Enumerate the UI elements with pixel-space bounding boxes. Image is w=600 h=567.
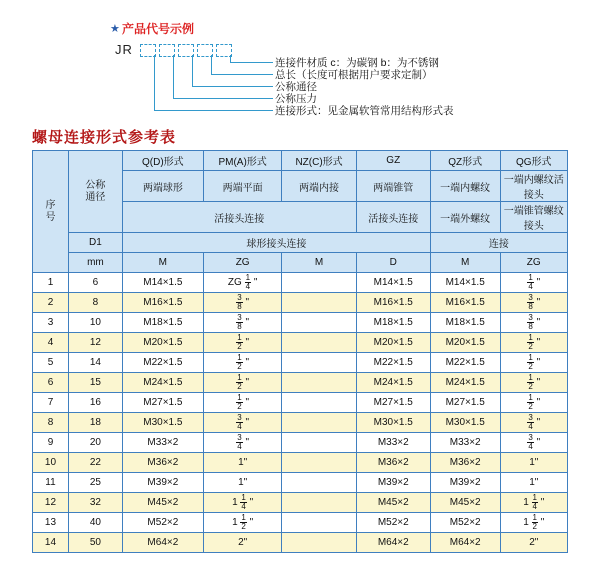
cell-m-qg: $\frac{3}{4}$ "	[500, 413, 568, 433]
header-cell-union-connection-2: 活接头连接	[356, 202, 430, 233]
cell-index: 3	[33, 313, 69, 333]
table-row	[33, 333, 568, 353]
cell-dn: 8	[68, 293, 122, 313]
cell-m-qg: $\frac{1}{2}$ "	[500, 353, 568, 373]
cell-nzc-empty	[282, 313, 356, 333]
cell-m-qg: $\frac{3}{4}$ "	[500, 433, 568, 453]
header-dn-label: 公称 通径	[85, 180, 106, 203]
cell-m-qg: $\frac{1}{4}$ "	[500, 273, 568, 293]
cell-d-qz: M52×2	[430, 513, 500, 533]
cell-dn: 15	[68, 373, 122, 393]
table-row	[33, 493, 568, 513]
cell-dn: 50	[68, 533, 122, 553]
cell-m-qz: M27×1.5	[356, 393, 430, 413]
header-cell-qz: QZ形式	[430, 151, 500, 171]
cell-d-qz: M18×1.5	[430, 313, 500, 333]
cell-dn: 10	[68, 313, 122, 333]
cell-zg-gz: $\frac{1}{2}$ "	[203, 393, 282, 413]
cell-index: 13	[33, 513, 69, 533]
table-row	[33, 413, 568, 433]
cell-m-qd: M45×2	[122, 493, 203, 513]
cell-dn: 12	[68, 333, 122, 353]
cell-zg-gz: $\frac{3}{8}$ "	[203, 293, 282, 313]
cell-m-qz: M14×1.5	[356, 273, 430, 293]
cell-d-qz: M20×1.5	[430, 333, 500, 353]
cell-index: 9	[33, 433, 69, 453]
cell-d-qz: M36×2	[430, 453, 500, 473]
cell-index: 12	[33, 493, 69, 513]
cell-m-qg: 1 $\frac{1}{2}$ "	[500, 513, 568, 533]
cell-m-qz: M52×2	[356, 513, 430, 533]
product-code-legend	[0, 0, 600, 115]
cell-index: 11	[33, 473, 69, 493]
cell-dn: 32	[68, 493, 122, 513]
cell-zg-gz: 1"	[203, 453, 282, 473]
cell-nzc-empty	[282, 293, 356, 313]
table-row	[33, 273, 568, 293]
cell-m-qz: M45×2	[356, 493, 430, 513]
cell-index: 10	[33, 453, 69, 473]
table-row	[33, 353, 568, 373]
section-title: 螺母连接形式参考表	[32, 129, 177, 146]
header-cell-m-3: M	[430, 253, 500, 273]
header-cell-m-2: M	[282, 253, 356, 273]
cell-zg-gz: $\frac{1}{2}$ "	[203, 353, 282, 373]
cell-index: 6	[33, 373, 69, 393]
cell-m-qz: M36×2	[356, 453, 430, 473]
table-row	[33, 513, 568, 533]
table-row	[33, 373, 568, 393]
cell-d-qz: M39×2	[430, 473, 500, 493]
table-row	[33, 473, 568, 493]
cell-dn: 14	[68, 353, 122, 373]
header-cell-gz-sub: 两端锥管	[356, 171, 430, 202]
cell-index: 1	[33, 273, 69, 293]
cell-zg-gz: ZG $\frac{1}{4}$ "	[203, 273, 282, 293]
cell-index: 8	[33, 413, 69, 433]
cell-m-qd: M24×1.5	[122, 373, 203, 393]
cell-m-qg: $\frac{1}{2}$ "	[500, 333, 568, 353]
nut-connection-table	[32, 150, 568, 553]
cell-m-qd: M22×1.5	[122, 353, 203, 373]
cell-d-qz: M30×1.5	[430, 413, 500, 433]
cell-nzc-empty	[282, 353, 356, 373]
cell-m-qz: M33×2	[356, 433, 430, 453]
annotation-nominal-diameter: 公称通径	[275, 81, 317, 93]
cell-d-qz: M22×1.5	[430, 353, 500, 373]
header-cell-index	[33, 151, 69, 273]
header-cell-zg-1: ZG	[203, 253, 282, 273]
cell-nzc-empty	[282, 413, 356, 433]
cell-m-qz: M64×2	[356, 533, 430, 553]
header-cell-pma: PM(A)形式	[203, 151, 282, 171]
cell-zg-gz: 1 $\frac{1}{4}$ "	[203, 493, 282, 513]
header-cell-qd: Q(D)形式	[122, 151, 203, 171]
cell-dn: 40	[68, 513, 122, 533]
header-cell-union-connection: 活接头连接	[122, 202, 356, 233]
cell-nzc-empty	[282, 493, 356, 513]
cell-nzc-empty	[282, 393, 356, 413]
cell-m-qg: $\frac{1}{2}$ "	[500, 373, 568, 393]
cell-dn: 25	[68, 473, 122, 493]
cell-nzc-empty	[282, 473, 356, 493]
header-cell-nzc-sub: 两端内接	[282, 171, 356, 202]
annotation-material: 连接件材质 c：为碳钢 b：为不锈钢	[275, 57, 439, 69]
legend-title: 产品代号示例	[122, 22, 195, 36]
cell-m-qd: M27×1.5	[122, 393, 203, 413]
cell-index: 7	[33, 393, 69, 413]
cell-m-qd: M14×1.5	[122, 273, 203, 293]
cell-zg-gz: $\frac{1}{2}$ "	[203, 373, 282, 393]
cell-m-qd: M36×2	[122, 453, 203, 473]
cell-m-qz: M30×1.5	[356, 413, 430, 433]
cell-index: 2	[33, 293, 69, 313]
annotation-nominal-pressure: 公称压力	[275, 93, 317, 105]
cell-d-qz: M14×1.5	[430, 273, 500, 293]
header-cell-m-1: M	[122, 253, 203, 273]
cell-index: 14	[33, 533, 69, 553]
leader-line-5	[154, 55, 273, 111]
cell-dn: 20	[68, 433, 122, 453]
cell-m-qg: $\frac{1}{2}$ "	[500, 393, 568, 413]
cell-d-qz: M33×2	[430, 433, 500, 453]
cell-nzc-empty	[282, 453, 356, 473]
header-cell-gz: GZ	[356, 151, 430, 171]
cell-m-qd: M30×1.5	[122, 413, 203, 433]
cell-m-qg: $\frac{3}{8}$ "	[500, 313, 568, 333]
cell-nzc-empty	[282, 433, 356, 453]
header-cell-connection: 连接	[430, 233, 567, 253]
cell-zg-gz: 1"	[203, 473, 282, 493]
cell-m-qz: M22×1.5	[356, 353, 430, 373]
annotation-connection-type: 连接形式：见金属软管常用结构形式表	[275, 105, 454, 117]
cell-m-qd: M64×2	[122, 533, 203, 553]
cell-zg-gz: 1 $\frac{1}{2}$ "	[203, 513, 282, 533]
cell-dn: 22	[68, 453, 122, 473]
cell-zg-gz: 2"	[203, 533, 282, 553]
header-cell-qd-sub: 两端球形	[122, 171, 203, 202]
cell-m-qd: M33×2	[122, 433, 203, 453]
cell-zg-gz: $\frac{3}{4}$ "	[203, 433, 282, 453]
header-cell-d1: D1	[68, 233, 122, 253]
cell-m-qz: M16×1.5	[356, 293, 430, 313]
cell-nzc-empty	[282, 513, 356, 533]
table-row	[33, 533, 568, 553]
cell-d-qz: M45×2	[430, 493, 500, 513]
cell-m-qg: 2"	[500, 533, 568, 553]
code-prefix: JR	[115, 42, 133, 57]
cell-nzc-empty	[282, 333, 356, 353]
header-row-5	[33, 253, 568, 273]
cell-m-qz: M20×1.5	[356, 333, 430, 353]
header-cell-qg: QG形式	[500, 151, 568, 171]
cell-m-qz: M24×1.5	[356, 373, 430, 393]
header-cell-dn	[68, 151, 122, 233]
cell-m-qz: M18×1.5	[356, 313, 430, 333]
header-row-4	[33, 233, 568, 253]
cell-dn: 16	[68, 393, 122, 413]
cell-m-qg: 1"	[500, 453, 568, 473]
cell-m-qg: 1"	[500, 473, 568, 493]
star-icon: ★	[110, 23, 120, 35]
table-row	[33, 393, 568, 413]
cell-index: 4	[33, 333, 69, 353]
cell-d-qz: M16×1.5	[430, 293, 500, 313]
cell-m-qd: M52×2	[122, 513, 203, 533]
cell-zg-gz: $\frac{3}{8}$ "	[203, 313, 282, 333]
cell-nzc-empty	[282, 273, 356, 293]
cell-m-qd: M20×1.5	[122, 333, 203, 353]
header-cell-external-thread: 一端外螺纹	[430, 202, 500, 233]
cell-d-qz: M27×1.5	[430, 393, 500, 413]
cell-m-qg: 1 $\frac{1}{4}$ "	[500, 493, 568, 513]
header-cell-ball-joint-connection: 球形接头连接	[122, 233, 430, 253]
annotation-length: 总长（长度可根据用户要求定制）	[275, 69, 433, 81]
cell-nzc-empty	[282, 533, 356, 553]
cell-dn: 6	[68, 273, 122, 293]
cell-dn: 18	[68, 413, 122, 433]
table-row	[33, 313, 568, 333]
header-cell-zg-2: ZG	[500, 253, 568, 273]
cell-zg-gz: $\frac{3}{4}$ "	[203, 413, 282, 433]
cell-zg-gz: $\frac{1}{2}$ "	[203, 333, 282, 353]
cell-m-qd: M18×1.5	[122, 313, 203, 333]
table-row	[33, 433, 568, 453]
cell-d-qz: M24×1.5	[430, 373, 500, 393]
header-cell-qz-sub: 一端内螺纹	[430, 171, 500, 202]
header-cell-mm: mm	[68, 253, 122, 273]
header-row-1	[33, 151, 568, 171]
cell-m-qd: M39×2	[122, 473, 203, 493]
table-row	[33, 453, 568, 473]
cell-nzc-empty	[282, 373, 356, 393]
header-index-label: 序 号	[45, 200, 56, 223]
table-row	[33, 293, 568, 313]
header-cell-nzc: NZ(C)形式	[282, 151, 356, 171]
cell-m-qz: M39×2	[356, 473, 430, 493]
cell-d-qz: M64×2	[430, 533, 500, 553]
header-cell-taper-thread-joint: 一端锥管螺纹接头	[500, 202, 568, 233]
header-cell-pma-sub: 两端平面	[203, 171, 282, 202]
header-cell-qg-sub: 一端内螺纹活接头	[500, 171, 568, 202]
nut-connection-table-wrapper	[32, 150, 568, 553]
header-cell-d: D	[356, 253, 430, 273]
cell-index: 5	[33, 353, 69, 373]
cell-m-qd: M16×1.5	[122, 293, 203, 313]
cell-m-qg: $\frac{3}{8}$ "	[500, 293, 568, 313]
